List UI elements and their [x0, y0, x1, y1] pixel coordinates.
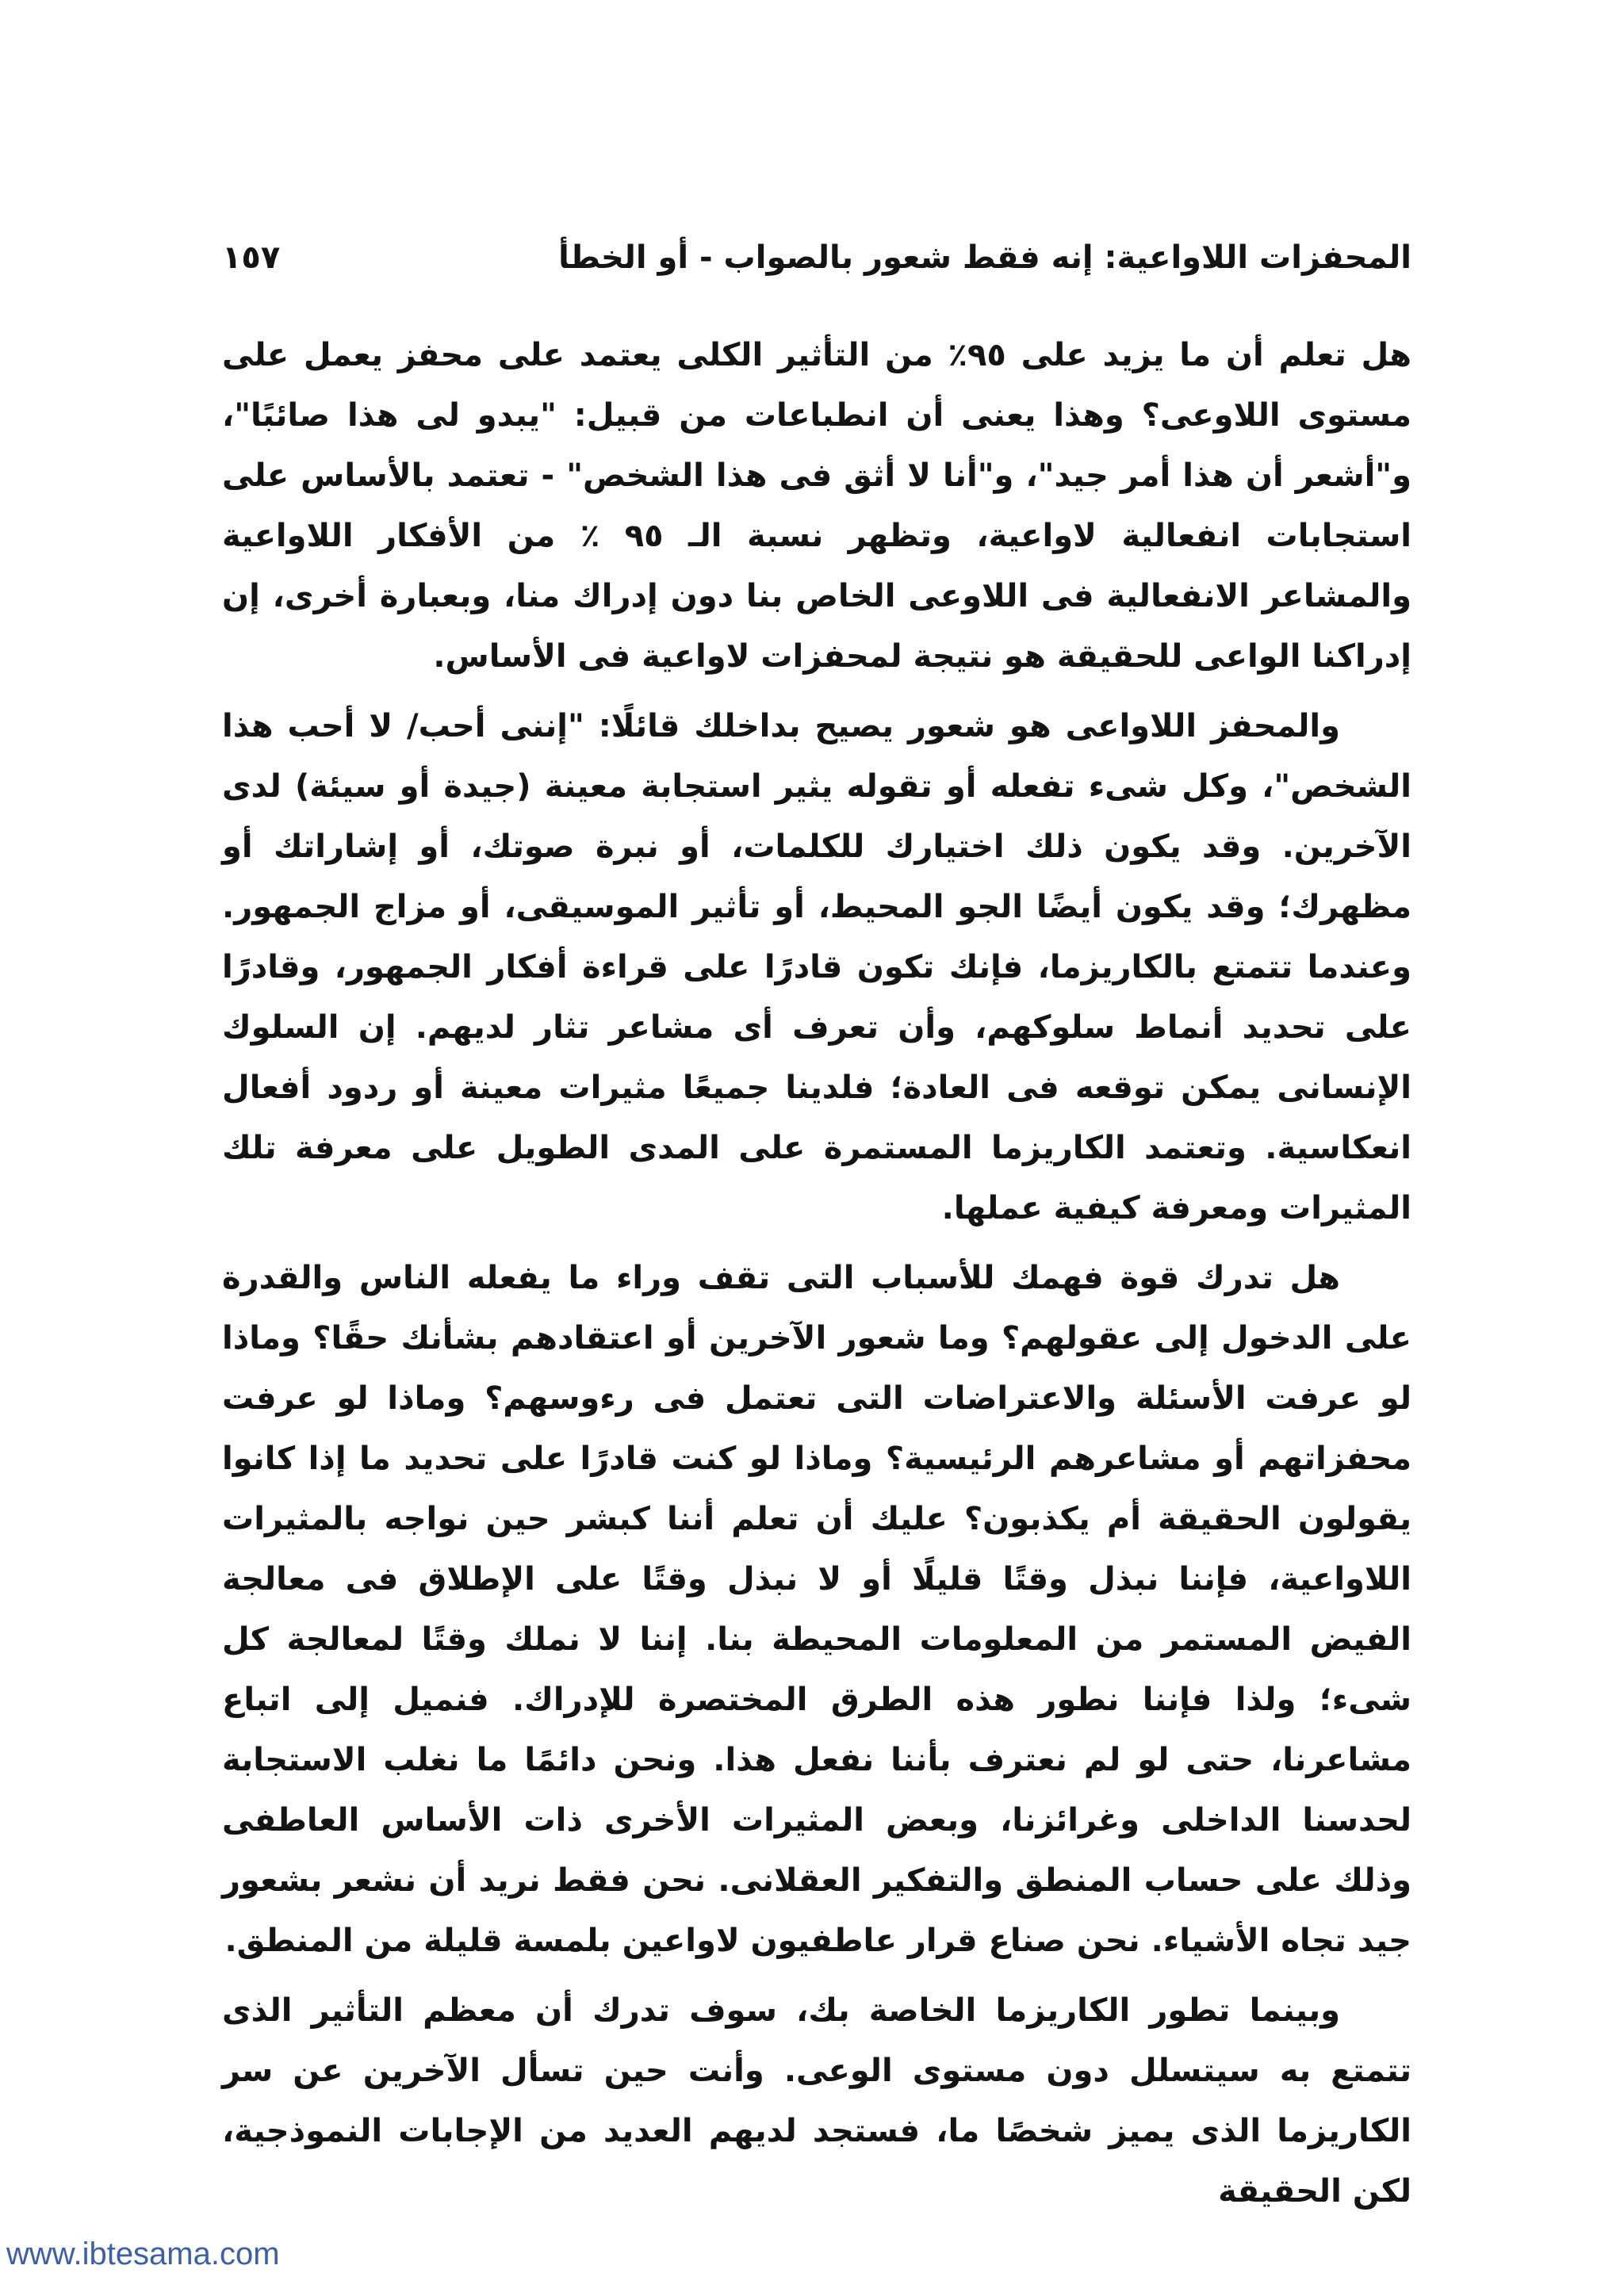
paragraph: وبينما تطور الكاريزما الخاصة بك، سوف تدرك أن معظم التأثير الذى تتمتع به سيتسلل دون مستوى الوعى. وأنت حين تسأل الآخرين عن سر الكاريزما الذى يميز شخصًا ما، فستجد لديهم العديد من الإجابات النموذجية، لكن الحقيقة [222, 1992, 1411, 2210]
running-header-title: المحفزات اللاواعية: إنه فقط شعور بالصواب - أو الخطأ [558, 239, 1411, 276]
paragraph: هل تدرك قوة فهمك للأسباب التى تقف وراء ما يفعله الناس والقدرة على الدخول إلى عقولهم؟ وما شعور الآخرين أو اعتقادهم بشأنك حقًا؟ وماذا لو عرفت الأسئلة والاعتراضات التى تعتمل فى رءوسهم؟ وماذا لو عرفت محفزاتهم أو مشاعرهم الرئيسية؟ وماذا لو كنت قادرًا على تحديد ما إذا كانوا يقولون الحقيقة أم يكذبون؟ عليك أن تعلم أننا كبشر حين نواجه بالمثيرات اللاواعية، فإننا نبذل وقتًا قليلًا أو لا نبذل وقتًا على الإطلاق فى معالجة الفيض المستمر من المعلومات المحيطة بنا. إننا لا نملك وقتًا لمعالجة كل شىء؛ ولذا فإننا نطور هذه الطرق المختصرة للإدراك. فنميل إلى اتباع مشاعرنا، حتى لو لم نعترف بأننا نفعل هذا. ونحن دائمًا ما نغلب الاستجابة لحدسنا الداخلى وغرائزنا، وبعض المثيرات الأخرى ذات الأساس العاطفى وذلك على حساب المنطق والتفكير العقلانى. نحن فقط نريد أن نشعر بشعور جيد تجاه الأشياء. نحن صناع قرار عاطفيون لاواعين بلمسة قليلة من المنطق. [222, 1260, 1411, 1959]
footer-url: www.ibtesama.com [6, 2237, 280, 2271]
paragraph: والمحفز اللاواعى هو شعور يصيح بداخلك قائلًا: "إننى أحب/ لا أحب هذا الشخص"، وكل شىء تفعله أو تقوله يثير استجابة معينة (جيدة أو سيئة) لدى الآخرين. وقد يكون ذلك اختيارك للكلمات، أو نبرة صوتك، أو إشاراتك أو مظهرك؛ وقد يكون أيضًا الجو المحيط، أو تأثير الموسيقى، أو مزاج الجمهور. وعندما تتمتع بالكاريزما، فإنك تكون قادرًا على قراءة أفكار الجمهور، وقادرًا على تحديد أنماط سلوكهم، وأن تعرف أى مشاعر تثار لديهم. إن السلوك الإنسانى يمكن توقعه فى العادة؛ فلدينا جميعًا مثيرات معينة أو ردود أفعال انعكاسية. وتعتمد الكاريزما المستمرة على المدى الطويل على معرفة تلك المثيرات ومعرفة كيفية عملها. [222, 708, 1411, 1226]
body-text [222, 325, 1411, 2231]
page-header [222, 230, 1411, 285]
page-number: ١٥٧ [222, 239, 281, 276]
paragraph: هل تعلم أن ما يزيد على ٩٥٪ من التأثير الكلى يعتمد على محفز يعمل على مستوى اللاوعى؟ وهذا يعنى أن انطباعات من قبيل: "يبدو لى هذا صائبًا"، و"أشعر أن هذا أمر جيد"، و"أنا لا أثق فى هذا الشخص" - تعتمد بالأساس على استجابات انفعالية لاواعية، وتظهر نسبة الـ ٩٥ ٪ من الأفكار اللاواعية والمشاعر الانفعالية فى اللاوعى الخاص بنا دون إدراك منا، وبعبارة أخرى، إن إدراكنا الواعى للحقيقة هو نتيجة لمحفزات لاواعية فى الأساس. [222, 337, 1412, 675]
